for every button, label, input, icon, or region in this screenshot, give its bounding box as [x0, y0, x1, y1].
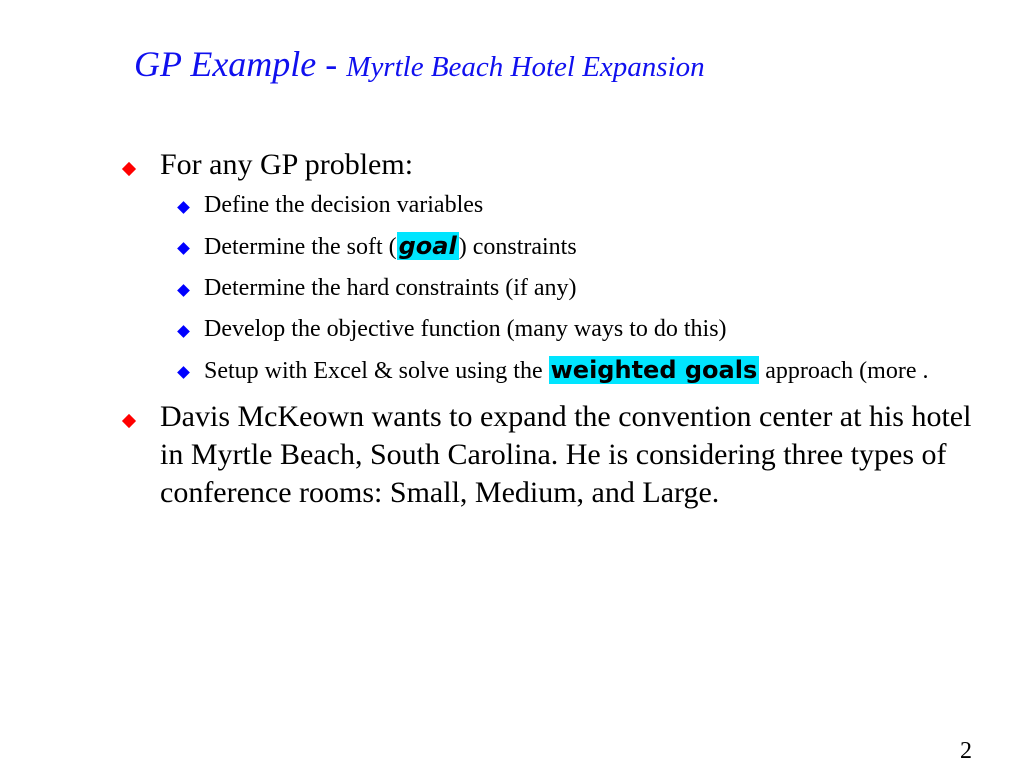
title-subtitle: Myrtle Beach Hotel Expansion	[346, 51, 705, 83]
sub-bullet-text: Define the decision variables	[204, 192, 484, 218]
sub-bullet-text-before: Setup with Excel & solve using the	[204, 358, 549, 384]
bullet-text: For any GP problem:	[160, 148, 414, 181]
bullet-item-gp-problem	[122, 146, 1002, 388]
sub-bullet-item-soft-constraints	[160, 229, 1002, 264]
sub-bullet-item-excel-setup	[160, 353, 1002, 388]
red-diamond-bullet-icon	[124, 146, 134, 184]
bullet-text: Davis McKeown wants to expand the convention center at his hotel in Myrtle Beach, South Carolina. He is considering three types of conference rooms: Small, Medium, and Large.	[160, 400, 972, 509]
slide-title	[134, 46, 705, 82]
highlighted-term-weighted-goals: weighted goals	[550, 356, 758, 384]
sub-bullet-text: Develop the objective function (many ways to do this)	[204, 316, 727, 342]
red-diamond-bullet-icon	[124, 398, 134, 436]
sub-bullet-text: Determine the hard constraints (if any)	[204, 275, 577, 301]
sub-bullet-text-before: Determine the soft (	[204, 234, 397, 260]
blue-diamond-bullet-icon	[179, 271, 188, 305]
blue-diamond-bullet-icon	[179, 312, 188, 346]
sub-bullet-item-decision-variables	[160, 188, 1002, 222]
blue-diamond-bullet-icon	[179, 353, 188, 387]
sub-bullet-item-objective-function	[160, 312, 1002, 346]
sub-bullet-text-after: approach (more .	[759, 358, 929, 384]
blue-diamond-bullet-icon	[179, 229, 188, 263]
sub-bullet-item-hard-constraints	[160, 271, 1002, 305]
highlighted-term-goal: goal	[398, 232, 457, 260]
sub-bullet-list	[160, 188, 1002, 388]
sub-bullet-text-after: ) constraints	[458, 234, 577, 260]
bullet-item-davis-mckeown	[122, 398, 1002, 512]
bullet-list	[122, 146, 1002, 512]
page-number: 2	[960, 738, 972, 764]
title-main: GP Example -	[134, 44, 347, 84]
blue-diamond-bullet-icon	[179, 188, 188, 222]
